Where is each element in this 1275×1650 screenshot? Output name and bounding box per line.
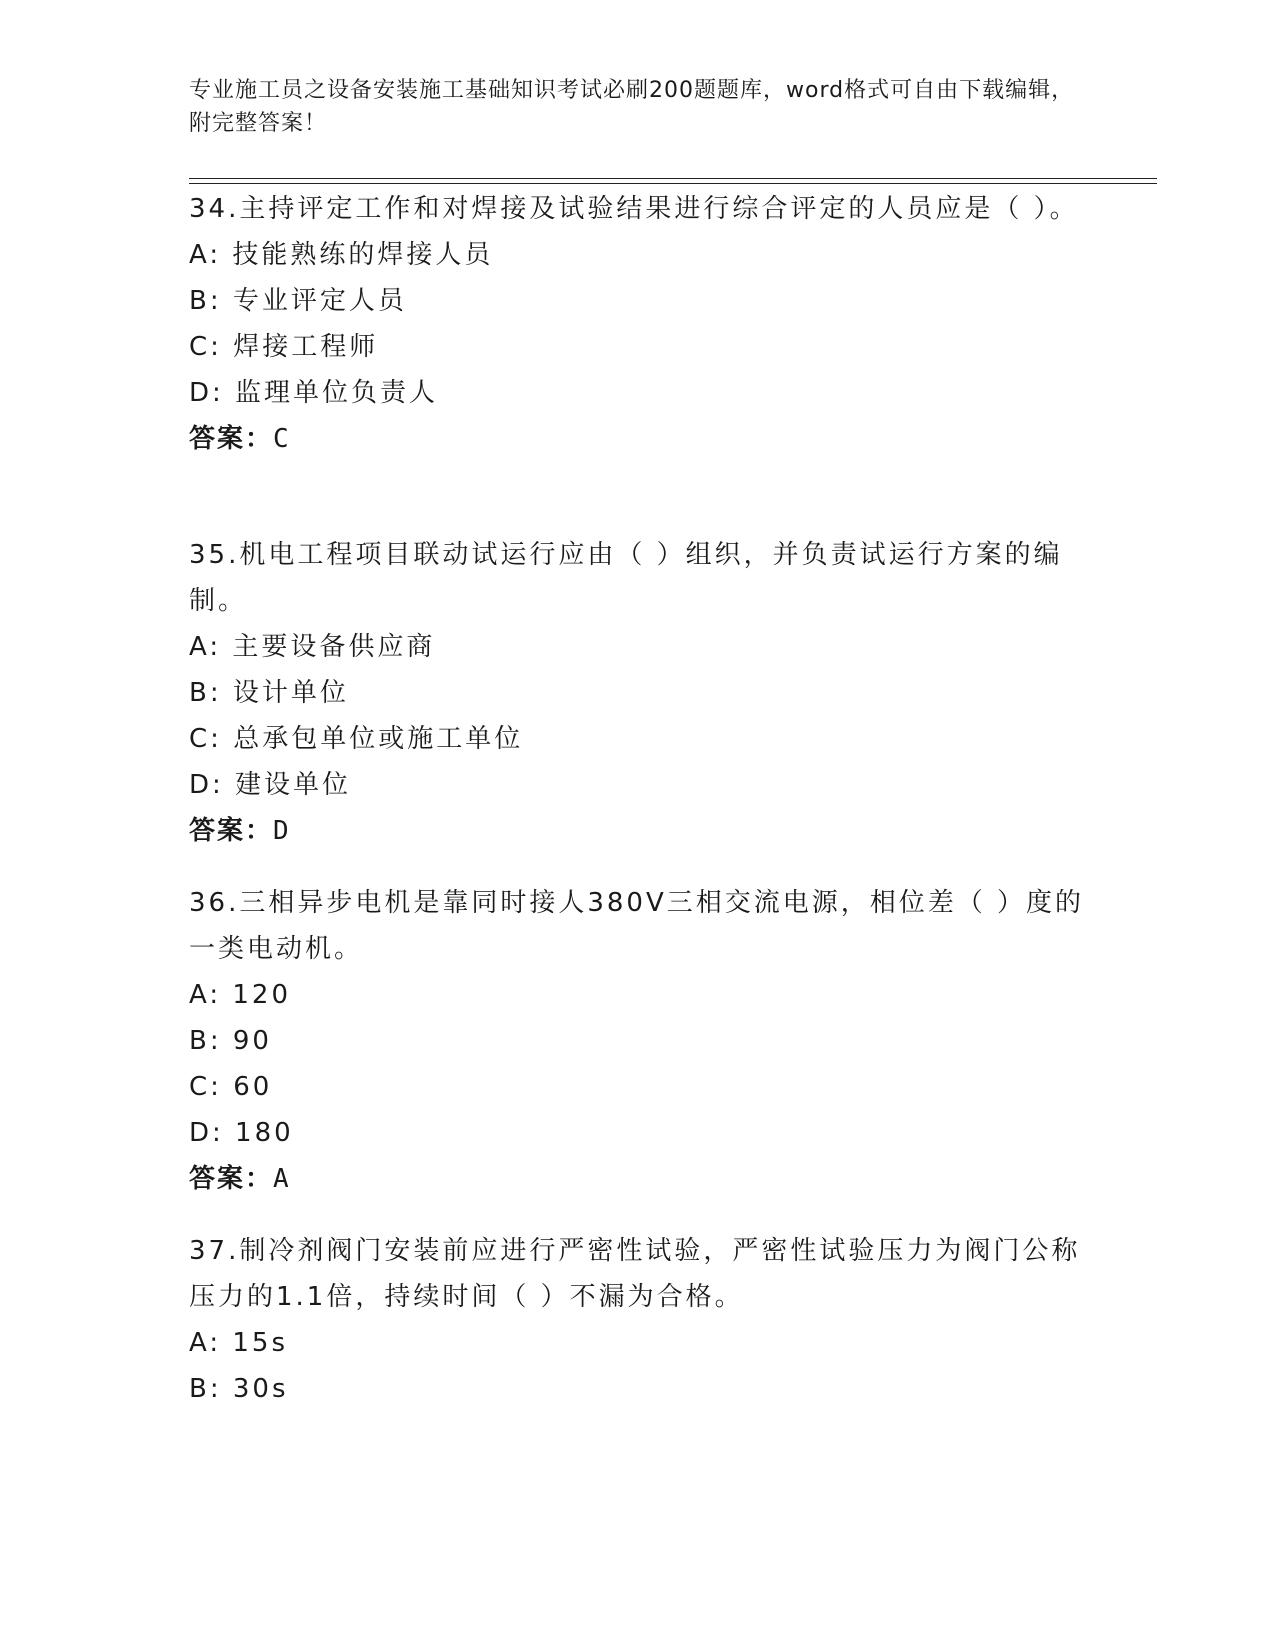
question-36 bbox=[189, 880, 1089, 1202]
answer-line bbox=[189, 808, 1089, 854]
question-stem: 36.三相异步电机是靠同时接人380V三相交流电源，相位差（ ）度的一类电动机。 bbox=[189, 888, 1085, 964]
option-letter: B: bbox=[189, 1026, 222, 1056]
option-c bbox=[189, 1064, 1089, 1110]
option-c bbox=[189, 324, 1089, 370]
option-letter: B: bbox=[189, 1374, 222, 1404]
option-text: 60 bbox=[233, 1072, 273, 1102]
answer-label: 答案： bbox=[189, 424, 274, 454]
option-c bbox=[189, 716, 1089, 762]
option-letter: A: bbox=[189, 980, 222, 1010]
option-b bbox=[189, 670, 1089, 716]
answer-value: D bbox=[273, 816, 291, 846]
option-letter: B: bbox=[189, 678, 222, 708]
option-text: 180 bbox=[235, 1118, 294, 1148]
question-34 bbox=[189, 186, 1089, 462]
answer-label: 答案： bbox=[189, 1164, 274, 1194]
option-letter: D: bbox=[189, 770, 224, 800]
option-letter: A: bbox=[189, 1328, 222, 1358]
option-text: 15s bbox=[232, 1328, 288, 1358]
option-a bbox=[189, 232, 1089, 278]
answer-line bbox=[189, 1156, 1089, 1202]
answer-value: C bbox=[273, 424, 291, 454]
question-37 bbox=[189, 1228, 1089, 1412]
document-header: 专业施工员之设备安装施工基础知识考试必刷200题题库，word格式可自由下载编辑，附完整答案！ bbox=[189, 78, 1075, 136]
option-text: 120 bbox=[232, 980, 291, 1010]
option-text: 总承包单位或施工单位 bbox=[233, 724, 524, 754]
option-text: 专业评定人员 bbox=[232, 286, 407, 316]
header-divider-top bbox=[189, 178, 1157, 179]
option-letter: D: bbox=[189, 378, 224, 408]
option-d bbox=[189, 762, 1089, 808]
option-letter: B: bbox=[189, 286, 222, 316]
option-text: 建设单位 bbox=[235, 770, 352, 800]
option-text: 主要设备供应商 bbox=[232, 632, 436, 662]
option-text: 90 bbox=[232, 1026, 272, 1056]
option-a bbox=[189, 624, 1089, 670]
option-b bbox=[189, 1018, 1089, 1064]
option-d bbox=[189, 1110, 1089, 1156]
option-d bbox=[189, 370, 1089, 416]
option-b bbox=[189, 1366, 1089, 1412]
question-stem: 34.主持评定工作和对焊接及试验结果进行综合评定的人员应是（ ）。 bbox=[189, 194, 1079, 224]
option-a bbox=[189, 1320, 1089, 1366]
option-text: 监理单位负责人 bbox=[235, 378, 439, 408]
answer-line bbox=[189, 416, 1089, 462]
option-letter: D: bbox=[189, 1118, 224, 1148]
option-text: 焊接工程师 bbox=[233, 332, 379, 362]
question-stem: 35.机电工程项目联动试运行应由（ ）组织，并负责试运行方案的编制。 bbox=[189, 540, 1063, 616]
option-letter: C: bbox=[189, 724, 222, 754]
option-letter: A: bbox=[189, 632, 222, 662]
option-letter: A: bbox=[189, 240, 222, 270]
answer-label: 答案： bbox=[189, 816, 274, 846]
answer-value: A bbox=[273, 1164, 291, 1194]
option-text: 30s bbox=[232, 1374, 289, 1404]
question-35 bbox=[189, 532, 1089, 854]
option-text: 设计单位 bbox=[232, 678, 349, 708]
header-divider-bottom bbox=[189, 183, 1157, 184]
option-letter: C: bbox=[189, 1072, 222, 1102]
option-b bbox=[189, 278, 1089, 324]
option-a bbox=[189, 972, 1089, 1018]
option-letter: C: bbox=[189, 332, 222, 362]
question-stem: 37.制冷剂阀门安装前应进行严密性试验，严密性试验压力为阀门公称压力的1.1倍，持续时间（ ）不漏为合格。 bbox=[189, 1236, 1081, 1312]
option-text: 技能熟练的焊接人员 bbox=[232, 240, 494, 270]
